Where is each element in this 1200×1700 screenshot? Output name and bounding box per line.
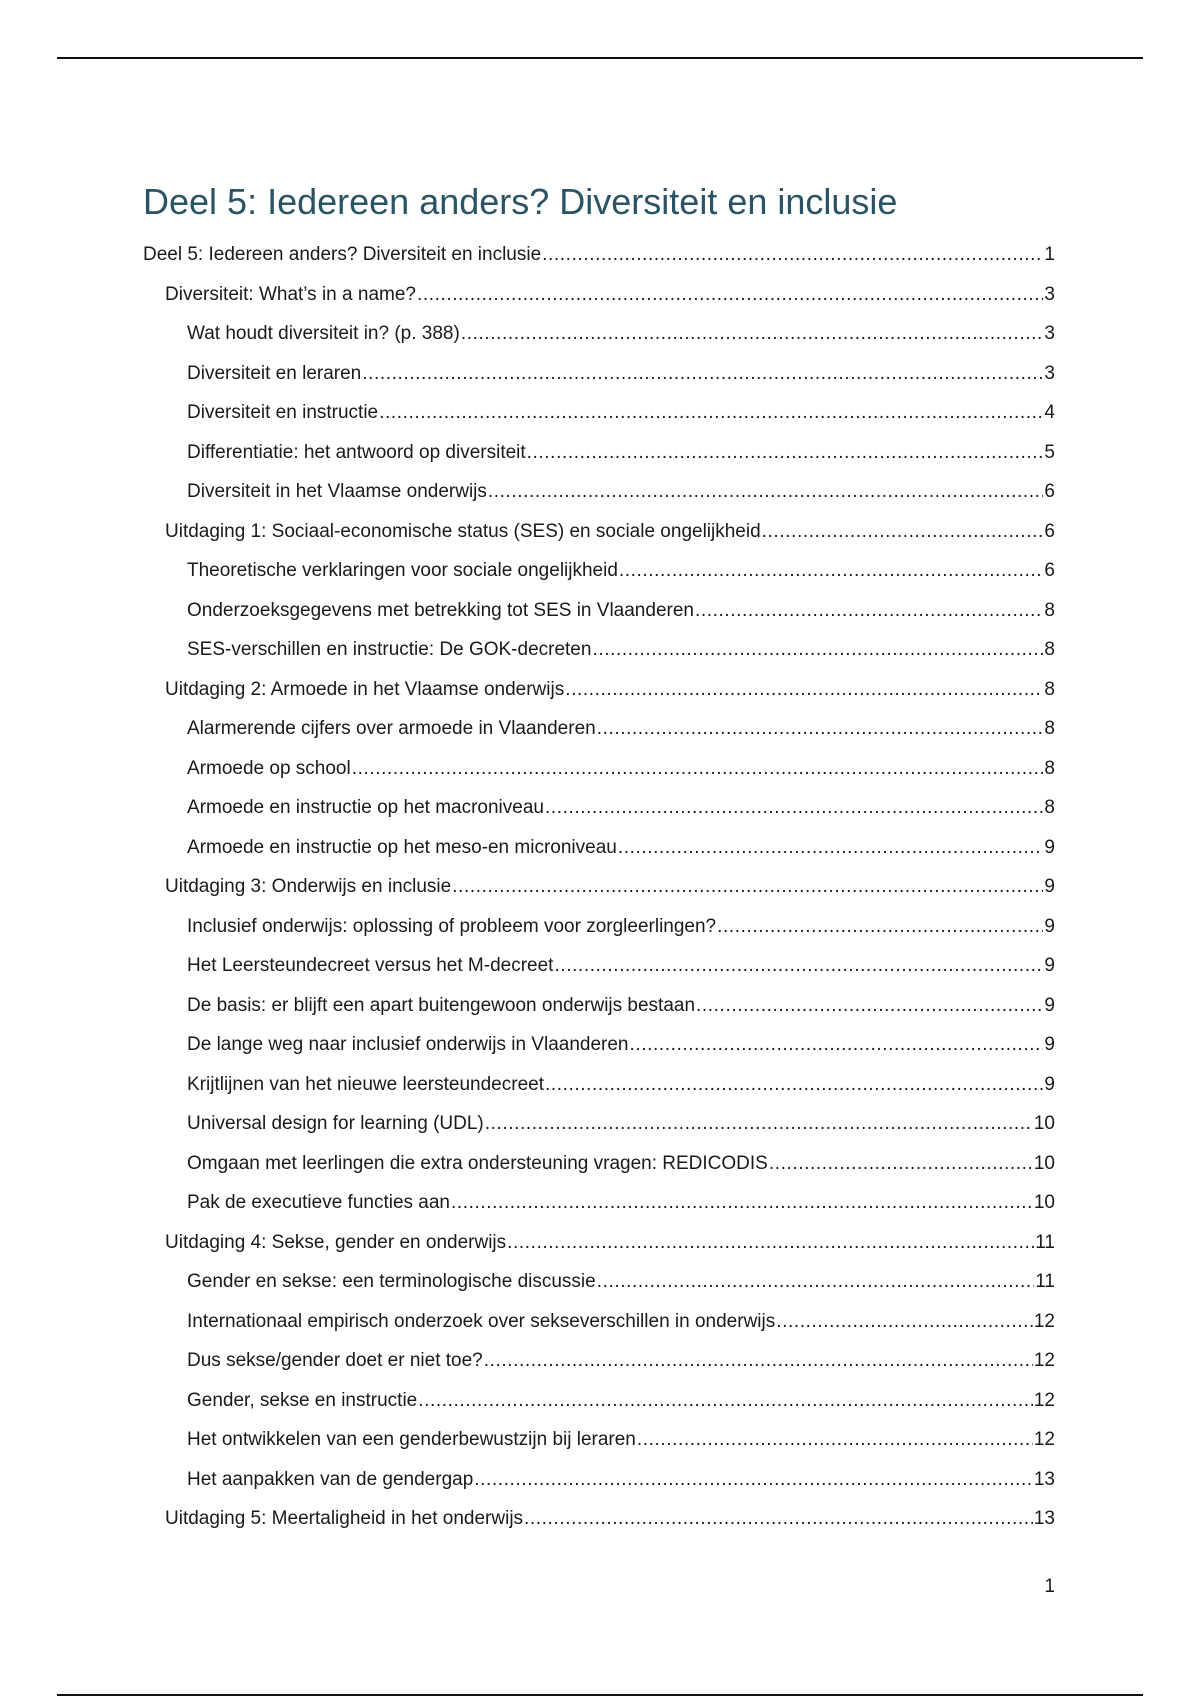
toc-entry[interactable]	[143, 354, 1055, 394]
toc-entry[interactable]	[143, 749, 1055, 789]
toc-dot-leader	[696, 986, 1043, 1026]
toc-entry-page: 3	[1044, 362, 1055, 384]
toc-dot-leader	[474, 1460, 1033, 1500]
toc-entry-page: 9	[1044, 955, 1055, 976]
toc-dot-leader	[488, 472, 1044, 512]
toc-dot-leader	[461, 314, 1044, 354]
toc-entry-page: 12	[1033, 1350, 1055, 1371]
toc-entry[interactable]	[143, 1341, 1055, 1381]
toc-entry-label: Differentiatie: het antwoord op diversiteit	[187, 441, 526, 463]
toc-entry[interactable]	[143, 788, 1055, 828]
toc-entry-label: Internationaal empirisch onderzoek over sekseverschillen in onderwijs	[187, 1310, 776, 1332]
toc-entry-page: 6	[1044, 481, 1055, 502]
toc-entry-label: Het Leersteundecreet versus het M-decreet	[187, 955, 554, 976]
toc-dot-leader	[554, 946, 1043, 986]
toc-entry-page: 9	[1044, 915, 1055, 937]
toc-entry[interactable]	[143, 1460, 1055, 1500]
toc-entry[interactable]	[143, 393, 1055, 433]
toc-dot-leader	[507, 1223, 1034, 1263]
toc-entry-page: 9	[1044, 1034, 1055, 1055]
toc-entry-label: Gender en sekse: een terminologische discussie	[187, 1271, 596, 1292]
toc-entry[interactable]	[143, 551, 1055, 591]
toc-dot-leader	[618, 828, 1044, 868]
toc-entry-page: 8	[1044, 718, 1055, 739]
toc-dot-leader	[542, 235, 1043, 275]
toc-entry-label: Armoede en instructie op het meso-en microniveau	[187, 836, 617, 858]
toc-entry-page: 12	[1033, 1310, 1055, 1332]
toc-dot-leader	[545, 788, 1043, 828]
toc-entry-label: Uitdaging 1: Sociaal-economische status (SES) en sociale ongelijkheid	[165, 520, 761, 542]
toc-entry-label: Uitdaging 3: Onderwijs en inclusie	[165, 876, 452, 897]
toc-dot-leader	[418, 1381, 1033, 1421]
toc-entry-label: SES-verschillen en instructie: De GOK-decreten	[187, 639, 592, 660]
toc-entry-page: 4	[1044, 402, 1055, 423]
toc-entry[interactable]	[143, 275, 1055, 315]
toc-entry-page: 8	[1044, 678, 1055, 700]
toc-entry-label: Pak de executieve functies aan	[187, 1192, 451, 1213]
toc-entry-label: Armoede op school	[187, 757, 351, 779]
toc-entry-label: Diversiteit en instructie	[187, 402, 379, 423]
toc-entry[interactable]	[143, 1262, 1055, 1302]
toc-dot-leader	[452, 867, 1043, 907]
toc-entry-label: Diversiteit in het Vlaamse onderwijs	[187, 481, 487, 502]
toc-entry-label: Onderzoeksgegevens met betrekking tot SES in Vlaanderen	[187, 599, 694, 621]
toc-dot-leader	[379, 393, 1043, 433]
toc-entry[interactable]	[143, 1302, 1055, 1342]
toc-entry-page: 6	[1044, 560, 1055, 581]
toc-entry[interactable]	[143, 314, 1055, 354]
toc-dot-leader	[592, 630, 1043, 670]
toc-entry-label: Het ontwikkelen van een genderbewustzijn bij leraren	[187, 1429, 636, 1450]
toc-entry-page: 6	[1044, 520, 1055, 542]
toc-entry-label: De lange weg naar inclusief onderwijs in Vlaanderen	[187, 1034, 629, 1055]
toc-dot-leader	[565, 670, 1043, 710]
toc-entry-page: 9	[1044, 876, 1055, 897]
toc-dot-leader	[485, 1104, 1033, 1144]
toc-dot-leader	[545, 1065, 1043, 1105]
footer-rule	[57, 1694, 1143, 1696]
toc-entry-label: Alarmerende cijfers over armoede in Vlaanderen	[187, 718, 596, 739]
toc-entry-label: Gender, sekse en instructie	[187, 1389, 418, 1411]
toc-entry-page: 13	[1033, 1508, 1055, 1529]
toc-entry-page: 8	[1044, 757, 1055, 779]
toc-entry-page: 10	[1033, 1152, 1055, 1174]
toc-entry-page: 10	[1033, 1192, 1055, 1213]
toc-entry-label: Dus sekse/gender doet er niet toe?	[187, 1350, 483, 1371]
toc-entry-page: 8	[1044, 639, 1055, 660]
toc-entry[interactable]	[143, 946, 1055, 986]
toc-entry[interactable]	[143, 907, 1055, 947]
toc-dot-leader	[524, 1499, 1033, 1539]
toc-entry[interactable]	[143, 472, 1055, 512]
toc-entry[interactable]	[143, 235, 1055, 275]
toc-entry-page: 13	[1033, 1468, 1055, 1490]
toc-entry-label: Diversiteit: What’s in a name?	[165, 283, 416, 305]
toc-entry-label: Uitdaging 5: Meertaligheid in het onderwijs	[165, 1508, 524, 1529]
toc-entry-page: 3	[1044, 283, 1055, 305]
toc-dot-leader	[352, 749, 1044, 789]
toc-entry[interactable]	[143, 1065, 1055, 1105]
toc-dot-leader	[619, 551, 1044, 591]
toc-entry-label: Wat houdt diversiteit in? (p. 388)	[187, 323, 460, 344]
toc-entry[interactable]	[143, 1223, 1055, 1263]
toc-entry[interactable]	[143, 1104, 1055, 1144]
toc-entry-page: 10	[1033, 1113, 1055, 1134]
toc-entry-label: De basis: er blijft een apart buitengewoon onderwijs bestaan	[187, 994, 696, 1016]
toc-entry[interactable]	[143, 1381, 1055, 1421]
toc-entry-page: 5	[1044, 441, 1055, 463]
toc-entry-page: 8	[1044, 797, 1055, 818]
toc-entry-label: Armoede en instructie op het macroniveau	[187, 797, 544, 818]
toc-entry-label: Omgaan met leerlingen die extra ondersteuning vragen: REDICODIS	[187, 1152, 768, 1174]
toc-entry[interactable]	[143, 1144, 1055, 1184]
toc-entry-page: 12	[1033, 1429, 1055, 1450]
page-title: Deel 5: Iedereen anders? Diversiteit en inclusie	[143, 181, 898, 222]
toc-entry-label: Krijtlijnen van het nieuwe leersteundecreet	[187, 1073, 544, 1095]
toc-dot-leader	[762, 512, 1044, 552]
toc-entry-label: Diversiteit en leraren	[187, 362, 362, 384]
toc-entry-label: Deel 5: Iedereen anders? Diversiteit en inclusie	[143, 244, 542, 265]
toc-dot-leader	[484, 1341, 1033, 1381]
toc-entry[interactable]	[143, 828, 1055, 868]
toc-dot-leader	[527, 433, 1044, 473]
toc-entry[interactable]	[143, 670, 1055, 710]
toc-dot-leader	[451, 1183, 1033, 1223]
toc-dot-leader	[776, 1302, 1033, 1342]
toc-entry-page: 9	[1044, 1073, 1055, 1095]
toc-entry-label: Het aanpakken van de gendergap	[187, 1468, 474, 1490]
toc-entry[interactable]	[143, 709, 1055, 749]
toc-entry[interactable]	[143, 986, 1055, 1026]
toc-dot-leader	[597, 1262, 1035, 1302]
toc-dot-leader	[637, 1420, 1033, 1460]
toc-entry-page: 11	[1035, 1271, 1055, 1292]
toc-entry-page: 8	[1044, 599, 1055, 621]
toc-dot-leader	[362, 354, 1043, 394]
toc-entry-label: Universal design for learning (UDL)	[187, 1113, 484, 1134]
toc-entry-page: 9	[1044, 836, 1055, 858]
toc-entry[interactable]	[143, 867, 1055, 907]
toc-entry-label: Inclusief onderwijs: oplossing of probleem voor zorgleerlingen?	[187, 915, 717, 937]
toc-entry[interactable]	[143, 433, 1055, 473]
toc-dot-leader	[630, 1025, 1044, 1065]
toc-entry[interactable]	[143, 630, 1055, 670]
toc-entry-page: 3	[1044, 323, 1055, 344]
toc-dot-leader	[417, 275, 1043, 315]
page-number: 1	[1044, 1576, 1055, 1597]
toc-entry[interactable]	[143, 512, 1055, 552]
toc-entry-label: Theoretische verklaringen voor sociale ongelijkheid	[187, 560, 618, 581]
toc-entry[interactable]	[143, 1183, 1055, 1223]
table-of-contents	[143, 235, 1055, 1539]
toc-entry-label: Uitdaging 4: Sekse, gender en onderwijs	[165, 1231, 507, 1253]
header-rule	[57, 57, 1143, 59]
toc-entry[interactable]	[143, 1025, 1055, 1065]
toc-dot-leader	[717, 907, 1043, 947]
toc-entry-page: 1	[1044, 244, 1055, 265]
toc-entry-page: 11	[1035, 1231, 1055, 1253]
toc-dot-leader	[695, 591, 1043, 631]
toc-entry[interactable]	[143, 1499, 1055, 1539]
toc-dot-leader	[769, 1144, 1033, 1184]
toc-entry[interactable]	[143, 591, 1055, 631]
toc-dot-leader	[597, 709, 1044, 749]
toc-entry[interactable]	[143, 1420, 1055, 1460]
toc-entry-page: 9	[1044, 994, 1055, 1016]
toc-entry-page: 12	[1033, 1389, 1055, 1411]
toc-entry-label: Uitdaging 2: Armoede in het Vlaamse onderwijs	[165, 678, 565, 700]
